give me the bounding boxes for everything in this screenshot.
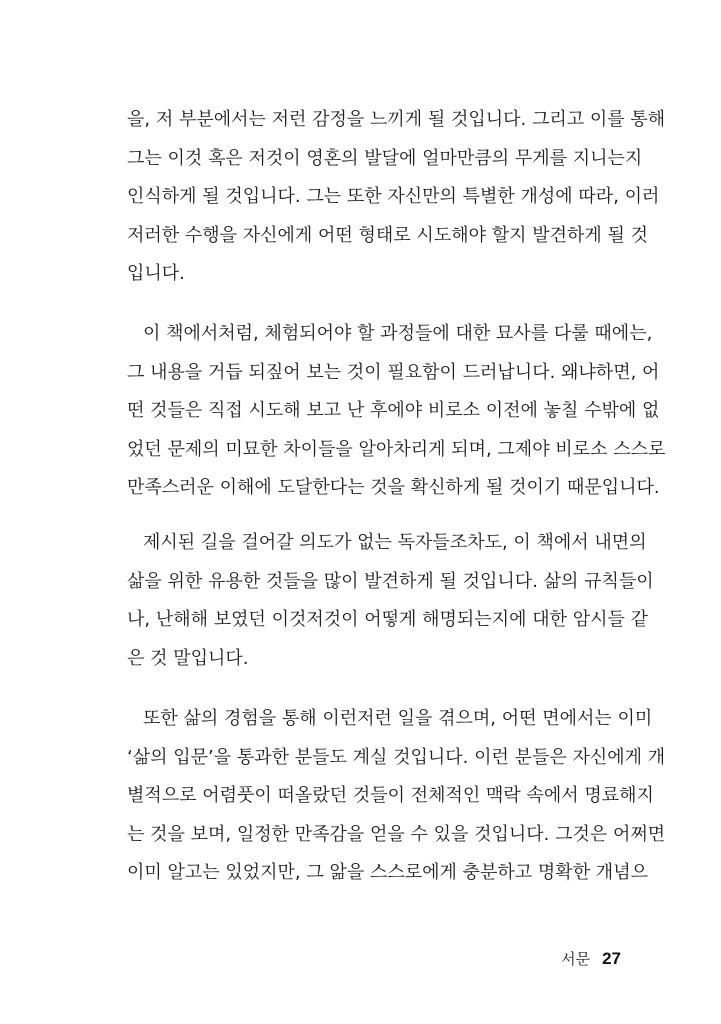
paragraph-4 bbox=[127, 700, 666, 893]
text-line: 인식하게 될 것입니다. 그는 또한 자신만의 특별한 개성에 따라, 이러 bbox=[127, 186, 660, 208]
text-line: 그 내용을 거듭 되짚어 보는 것이 필요함이 드러납니다. 왜냐하면, 어 bbox=[127, 361, 660, 383]
page-number: 27 bbox=[602, 949, 621, 968]
section-title: 서문 bbox=[561, 950, 591, 968]
paragraph-2 bbox=[127, 315, 666, 508]
text-line: 삶을 위한 유용한 것들을 많이 발견하게 될 것입니다. 삶의 규칙들이 bbox=[127, 570, 654, 592]
text-line: 입니다. bbox=[127, 263, 185, 285]
text-line: 이미 알고는 있었지만, 그 앎을 스스로에게 충분하고 명확한 개념으 bbox=[127, 862, 648, 884]
paragraph-3 bbox=[127, 524, 654, 678]
text-line: 나, 난해해 보였던 이것저것이 어떻게 해명되는지에 대한 암시들 같 bbox=[127, 609, 648, 631]
text-line: 이 책에서처럼, 체험되어야 할 과정들에 대한 묘사를 다룰 때에는, bbox=[143, 323, 653, 344]
text-line: 었던 문제의 미묘한 차이들을 알아차리게 되며, 그제야 비로소 스스로 bbox=[127, 438, 666, 460]
text-line: 별적으로 어렴풋이 떠올랐던 것들이 전체적인 맥락 속에서 명료해지 bbox=[127, 785, 654, 807]
paragraph-1 bbox=[127, 101, 666, 294]
text-line: 저러한 수행을 자신에게 어떤 형태로 시도해야 할지 발견하게 될 것 bbox=[127, 224, 648, 246]
text-line: 을, 저 부분에서는 저런 감정을 느끼게 될 것입니다. 그리고 이를 통해 bbox=[127, 109, 666, 130]
text-line: 제시된 길을 걸어갈 의도가 없는 독자들조차도, 이 책에서 내면의 bbox=[143, 532, 647, 553]
page-footer bbox=[561, 948, 621, 969]
text-line: 는 것을 보며, 일정한 만족감을 얻을 수 있을 것입니다. 그것은 어쩌면 bbox=[127, 823, 666, 845]
text-line: 떤 것들은 직접 시도해 보고 난 후에야 비로소 이전에 놓칠 수밖에 없 bbox=[127, 400, 660, 422]
text-line: 또한 삶의 경험을 통해 이런저런 일을 겪으며, 어떤 면에서는 이미 bbox=[143, 708, 653, 729]
text-line: 그는 이것 혹은 저것이 영혼의 발달에 얼마만큼의 무게를 지니는지 bbox=[127, 147, 643, 169]
text-line: 만족스러운 이해에 도달한다는 것을 확신하게 될 것이기 때문입니다. bbox=[127, 477, 660, 499]
text-line: 은 것 말입니다. bbox=[127, 647, 249, 669]
text-line: ‘삶의 입문’을 통과한 분들도 계실 것입니다. 이런 분들은 자신에게 개 bbox=[127, 746, 666, 768]
